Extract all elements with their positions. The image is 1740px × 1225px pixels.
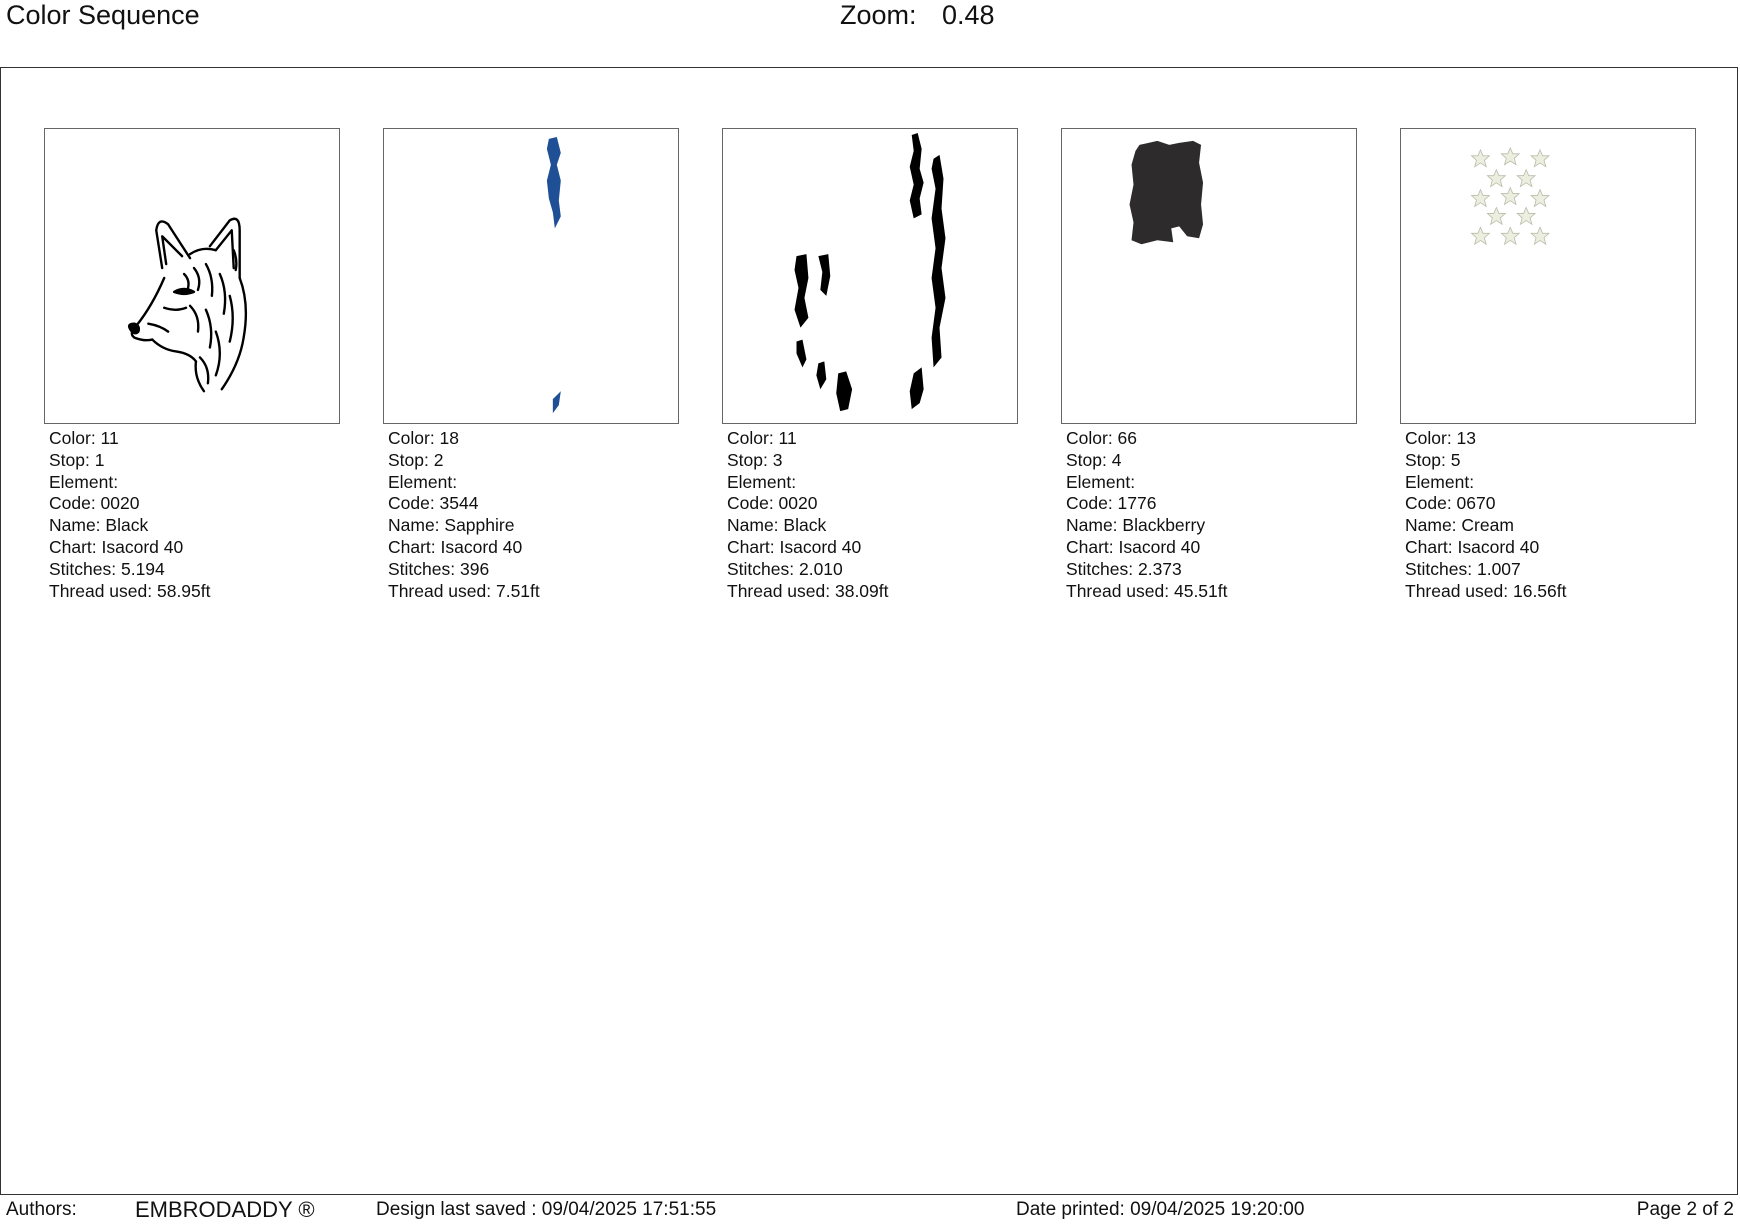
stop-number: Stop: 1 (49, 449, 105, 470)
stop-number: Stop: 4 (1066, 449, 1122, 470)
thread-name: Name: Cream (1405, 515, 1514, 536)
date-printed: Date printed: 09/04/2025 19:20:00 (1016, 1199, 1305, 1220)
page-footer (0, 1195, 1740, 1225)
stop-number: Stop: 3 (727, 449, 783, 470)
thread-chart: Chart: Isacord 40 (727, 536, 862, 557)
element-label: Element: (1405, 471, 1475, 492)
stitch-count: Stitches: 1.007 (1405, 558, 1521, 579)
stop-number: Stop: 2 (388, 449, 444, 470)
thread-used: Thread used: 38.09ft (727, 580, 889, 601)
element-label: Element: (727, 471, 797, 492)
thread-code: Code: 1776 (1066, 493, 1157, 514)
element-label: Element: (1066, 471, 1136, 492)
canton-block-icon (1062, 129, 1356, 423)
stop-thumbnail-2 (383, 128, 679, 424)
stop-info-1 (44, 428, 340, 602)
stars-icon (1401, 129, 1695, 423)
company-name: EMBRODADDY ® (135, 1197, 315, 1222)
dog-head-icon (45, 129, 339, 423)
color-number: Color: 11 (727, 428, 797, 448)
thread-used: Thread used: 58.95ft (49, 580, 211, 601)
color-number: Color: 18 (388, 428, 460, 448)
stop-info-4 (1061, 428, 1357, 602)
stop-tile-2 (383, 128, 679, 602)
thread-name: Name: Sapphire (388, 515, 515, 536)
swatch-fill-4 (1130, 141, 1204, 244)
element-label: Element: (49, 471, 119, 492)
stop-thumbnail-1 (44, 128, 340, 424)
stop-info-2 (383, 428, 679, 602)
swatch-fill-3 (795, 133, 946, 411)
stop-tile-1 (44, 128, 340, 602)
color-sequence-sheet (0, 67, 1738, 1195)
thread-used: Thread used: 45.51ft (1066, 580, 1228, 601)
stop-info-5 (1400, 428, 1696, 602)
stop-thumbnail-4 (1061, 128, 1357, 424)
thread-chart: Chart: Isacord 40 (49, 536, 184, 557)
thread-code: Code: 0020 (49, 493, 140, 514)
thread-chart: Chart: Isacord 40 (1066, 536, 1201, 557)
stitch-count: Stitches: 396 (388, 558, 490, 579)
stitch-count: Stitches: 5.194 (49, 558, 165, 579)
color-number: Color: 11 (49, 428, 119, 448)
zoom-label: Zoom: (840, 0, 917, 30)
authors-label: Authors: (6, 1199, 77, 1220)
stop-number: Stop: 5 (1405, 449, 1461, 470)
thread-used: Thread used: 16.56ft (1405, 580, 1567, 601)
page-title: Color Sequence (6, 0, 200, 30)
stop-tile-5 (1400, 128, 1696, 602)
design-saved-date: Design last saved : 09/04/2025 17:51:55 (376, 1199, 717, 1220)
stripe-blue-icon (384, 129, 678, 423)
zoom-value: 0.48 (942, 0, 995, 30)
thread-code: Code: 0020 (727, 493, 818, 514)
swatch-fill-2 (547, 137, 561, 413)
stop-tile-3 (722, 128, 1018, 602)
stop-thumbnail-5 (1400, 128, 1696, 424)
stop-info-3 (722, 428, 1018, 602)
color-number: Color: 13 (1405, 428, 1477, 448)
thread-chart: Chart: Isacord 40 (388, 536, 523, 557)
stitch-count: Stitches: 2.373 (1066, 558, 1182, 579)
thread-name: Name: Black (727, 515, 827, 536)
thread-used: Thread used: 7.51ft (388, 580, 540, 601)
thread-name: Name: Blackberry (1066, 515, 1206, 536)
thread-chart: Chart: Isacord 40 (1405, 536, 1540, 557)
stripes-black-icon (723, 129, 1017, 423)
element-label: Element: (388, 471, 458, 492)
thread-name: Name: Black (49, 515, 149, 536)
page-number: Page 2 of 2 (1636, 1199, 1734, 1220)
stop-thumbnail-3 (722, 128, 1018, 424)
thread-code: Code: 3544 (388, 493, 479, 514)
stitch-count: Stitches: 2.010 (727, 558, 843, 579)
thread-code: Code: 0670 (1405, 493, 1496, 514)
star-field (1472, 148, 1549, 244)
color-number: Color: 66 (1066, 428, 1138, 448)
stop-tile-4 (1061, 128, 1357, 602)
